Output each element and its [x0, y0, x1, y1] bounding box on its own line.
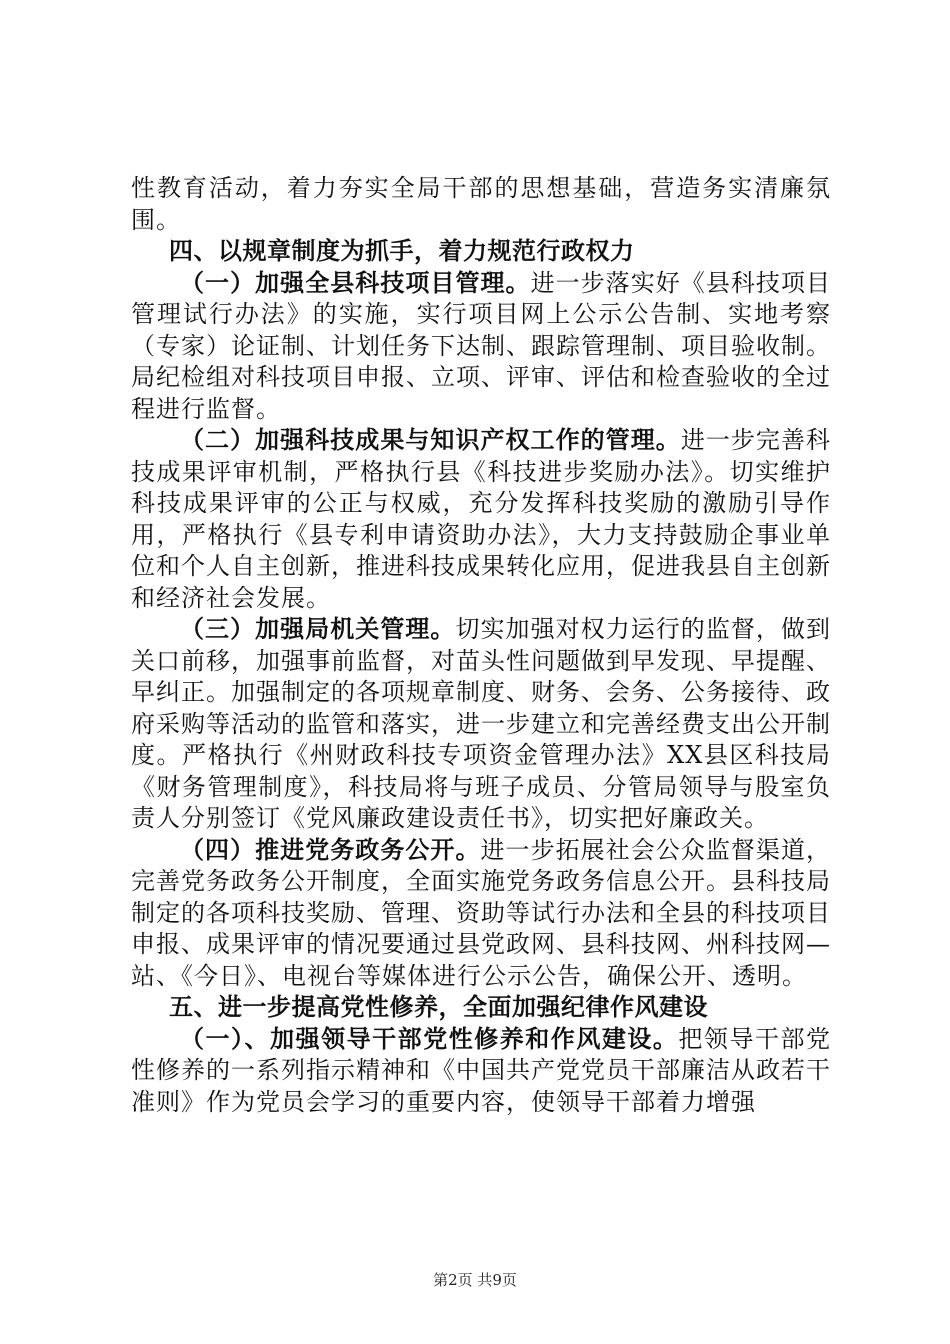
paragraph-item-1: [131, 268, 831, 426]
item-5-title: （一）、加强领导干部党性修养和作风建设。: [180, 1024, 679, 1053]
paragraph-item-3: [131, 614, 831, 835]
item-1-title: （一）加强全县科技项目管理。: [180, 268, 531, 297]
page-number-footer: 第2页 共9页: [433, 1271, 517, 1289]
item-3-title: （三）加强局机关管理。: [180, 615, 456, 643]
paragraph-continuation: 性教育活动，着力夯实全局干部的思想基础，营造务实清廉氛围。: [131, 174, 831, 234]
paragraph-item-5: [131, 1024, 831, 1119]
item-2-body: 进一步完善科技成果评审机制，严格执行县《科技进步奖励办法》。切实维护科技成果评审的公正与权威，充分发挥科技奖励的激励引导作用，严格执行《县专利申请资助办法》，大力支持鼓励企事业单位和个人自主创新，推进科技成果转化应用，促进我县自主创新和经济社会发展。: [131, 426, 832, 612]
item-3-body: 切实加强对权力运行的监督，做到关口前移，加强事前监督，对苗头性问题做到早发现、早提醒、早纠正。加强制定的各项规章制度、财务、会务、公务接待、政府采购等活动的监管和落实，进一步建立和完善经费支出公开制度。严格执行《州财政科技专项资金管理办法》XX县区科技局《财务管理制度》，科技局将与班子成员、分管局领导与股室负责人分别签订《党风廉政建设责任书》，切实把好廉政关。: [131, 615, 832, 832]
item-4-title: （四）推进党务政务公开。: [180, 835, 481, 864]
document-body: [131, 173, 831, 1118]
section-heading-5: 五、进一步提高党性修养，全面加强纪律作风建设: [169, 993, 708, 1021]
paragraph-item-2: [131, 425, 831, 614]
item-4-body: 进一步拓展社会公众监督渠道，完善党务政务公开制度，全面实施党务政务信息公开。县科技局制定的各项科技奖励、管理、资助等试行办法和全县的科技项目申报、成果评审的情况要通过县党政网、县科技网、州科技网—站、《今日》、电视台等媒体进行公示公告，确保公开、透明。: [131, 835, 832, 990]
section-heading-4: 四、以规章制度为抓手，着力规范行政权力: [169, 237, 635, 265]
item-1-body: 进一步落实好《县科技项目管理试行办法》的实施，实行项目网上公示公告制、实地考察（专家）论证制、计划任务下达制、跟踪管理制、项目验收制。局纪检组对科技项目申报、立项、评审、评估和检查验收的全过程进行监督。: [131, 268, 832, 423]
item-2-title: （二）加强科技成果与知识产权工作的管理。: [180, 426, 681, 454]
paragraph-item-4: [131, 835, 831, 993]
item-5-body: 把领导干部党性修养的一系列指示精神和《中国共产党党员干部廉洁从政若干准则》作为党员会学习的重要内容，使领导干部着力增强: [131, 1024, 832, 1116]
